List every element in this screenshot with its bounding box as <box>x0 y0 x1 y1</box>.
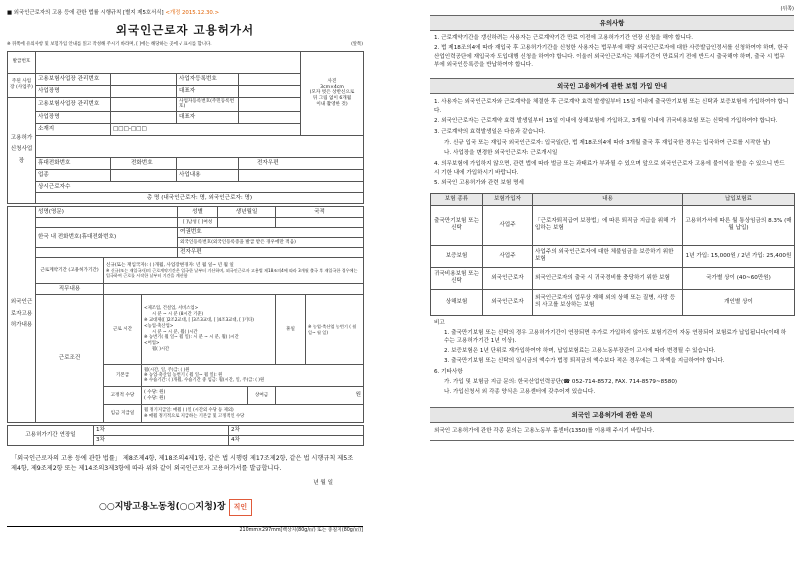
phone-label: 전화번호 <box>111 158 177 170</box>
page-side-back: (뒤쪽) <box>780 6 794 12</box>
conditions-label: 근로조건 <box>36 295 104 423</box>
contract-period-field[interactable]: 신규(또는 재입국자): ( )개월, 사업장변경자: 년 월 일~ 년 월 일 ※ 신규(또는 재입국자)의 근로계약기간은 입국한 날부터 기산하며, 외국인근로자 고용법 제18조의4에 따라 3개월 출국 후 재입국한 경우에는 입국하여 근로를 시작한 날부터 기간을 계산함 <box>104 258 364 284</box>
ins-mgmt-no-label: 고용보험사업장 관리번호 <box>36 73 111 85</box>
address-label: 소재지 <box>36 124 111 136</box>
dob-label: 생년월일 <box>218 207 276 218</box>
rep2-field[interactable] <box>239 112 301 124</box>
biz-reg-no2-label: 사업자등록번호(주민등록번호) <box>177 97 239 111</box>
form-note: ※ 뒤쪽에 유의사항 및 보험가입 안내를 읽고 작성해 주시기 바라며, [ ]에는 해당하는 곳에 √ 표시를 합니다. <box>7 42 212 48</box>
legal-text: 「외국인근로자의 고용 등에 관한 법률」 제8조제4항, 제18조의4제1항, 같은 법 시행령 제17조제2항, 같은 법 시행규칙 제5조제4항, 제9조제2항 또는 제14조의3제3항에 따라 위와 같이 외국인근로자 고용허가서를 발급합니다. <box>11 455 354 472</box>
pay-date-field[interactable]: 월 정기지급일: 매월 ( )일 (시간외 수당 등 제외) ※ 매월 정기적으로 지급하는 기본급 및 고정적인 수당 <box>142 405 364 423</box>
th-content: 내용 <box>533 193 683 205</box>
remarks: 비고 1. 출국만기보험 또는 신탁의 경우 고용허가기간이 연장되면 추가로 가입하지 않아도 보험기간이 자동 연장되어 보험료가 납입됩니다(이때 하수는 고용허가기간 1년 이상). 2. 보증보험은 1년 단위로 재가입하여야 하며, 납입보험료는 고용노동부장관이 고시에 따라 변경될 수 있습니다. 3. 출국만기보험 또는 신탁의 일시금의 액수가 법정 퇴직금의 액수보다 적은 경우에는 그 차액을 지급하여야 합니다. 6. 기타사항 가. 가입 및 보험금 지급 문의: 한국산업인력공단(☎ 052-714-8572, FAX. 714-8579~8580) 나. 가입신청서 외 각종 양식은 고용센터에 갖추어져 있습니다. <box>434 319 787 396</box>
workers-label: 상시근로자수 <box>36 182 364 193</box>
biz-name-field[interactable] <box>111 85 177 97</box>
main-office-label: 주된 사업장 (사업주) <box>8 73 36 97</box>
fixed-allow-field[interactable]: ( 수당: 원) ( 수당: 원) <box>142 387 248 405</box>
biz-name-label: 사업장명 <box>36 85 111 97</box>
sex-label: 성별 <box>178 207 218 218</box>
nationality-label: 국적 <box>276 207 364 218</box>
work-hours-field[interactable]: <제조업, 건설업, 서비스업> 시 분 ~ 시 분 (8시간 기준) ※ 교대제([ ]2조2교대, [ ]3조3교대, [ ]4조3교대, [ ]기타) <농업·축산업> 시 분 ~ 시 분, 월( )시간 ※ 농번기( 월 일~ 월 일): 시 분 ~ 시 분, 월( )시간 <어업> 월( )시간 <box>142 295 276 365</box>
fixed-allow-label: 고정적 수당 <box>104 387 142 405</box>
rep-field[interactable] <box>239 85 301 97</box>
th-fee: 납입보험료 <box>683 193 795 205</box>
contract-period-label: 근로계약기간 (고용허가기간) <box>36 258 104 284</box>
email-label: 전자우편 <box>239 158 364 170</box>
extension-2[interactable]: 2차 <box>229 426 364 436</box>
ins-mgmt-no-field[interactable] <box>111 73 177 85</box>
table-row: 보증보험 사업주 사업주의 외국인근로자에 대한 체불임금을 보증하기 위한 보험 1년 가입: 15,000원 / 2년 가입: 25,400원 <box>431 245 795 267</box>
inquiry-title: 외국인 고용허가에 관한 문의 <box>430 407 794 423</box>
paper-spec: 210mm×297mm[백상지(80g/㎡) 또는 중질지(80g/㎡)] <box>7 526 363 534</box>
cautions-title: 유의사항 <box>430 15 794 31</box>
worker-table <box>7 206 364 423</box>
form-title: 외국인근로자 고용허가서 <box>115 22 255 37</box>
base-pay-field[interactable]: 월(시간, 일, 주)급: ( )원 ※ 농업·축산업 농번기 ( 월 일~ 월 일): 원 ※ 수습기간: ( )개월, 수습기간 중 임금: 월(시간, 일, 주)급: ( )원 <box>142 365 364 387</box>
insurance-list: 1. 사용자는 외국인근로자와 근로계약을 체결한 후 근로계약 효력 발생일부터 15일 이내에 출국만기보험 또는 신탁과 보증보험에 가입하여야 합니다. 2. 외국인근로자는 근로계약 효력 발생일부터 15일 이내에 상해보험에 가입하고, 3개월 이내에 귀국비용보험 또는 신탁에 가입하여야 합니다. 3. 근로계약의 효력발생일은 다음과 같습니다. 가. 신규 입국 또는 재입국 외국인근로자: 입국일(단, 법 제18조의4에 따라 3개월 출국 후 재입국한 경우는 입국하여 근로를 시작한 날) 나. 사업장을 변경한 외국인근로자: 근로개시일 4. 의무보험에 가입하지 않으면, 관련 법에 따라 벌금 또는 과태료가 부과될 수 있으며 앞으로 외국인근로자 고용에 불이익을 받을 수 있으니 반드시 기한 내에 가입하시기 바랍니다. 5. 외국인 고용허가와 관련 보험 명세 <box>434 99 789 187</box>
job-type-field[interactable] <box>104 284 364 295</box>
address-blank[interactable] <box>36 136 364 158</box>
alien-reg-label: 외국인등록번호(외국인등록증을 발급 받은 경우에만 적음) <box>178 238 364 248</box>
name-en-field[interactable] <box>36 218 178 228</box>
name-en-label: 성명(영문) <box>36 207 178 218</box>
workers-value: 총 명 (내국인근로자: 명, 외국인근로자: 명) <box>36 193 364 204</box>
rep2-label: 대표자 <box>177 112 239 124</box>
rest-label: 휴일 <box>276 295 306 365</box>
kr-phone-label: 한국 내 전화번호(휴대전화번호) <box>36 228 178 248</box>
regulation-caption: ■ 외국인근로자의 고용 등에 관한 법률 시행규칙 [별지 제5호서식] <개정 2015.12.30.> <box>7 10 220 16</box>
extension-3[interactable]: 3차 <box>94 436 229 446</box>
issue-no-field[interactable] <box>36 51 301 73</box>
table-row: 출국만기보험 또는 신탁 사업주 「근로자퇴직급여 보장법」에 따른 퇴직금 지급을 위해 가입하는 보험 고용허가서에 따른 월 통상임금의 8.3% (매월 납입) <box>431 205 795 245</box>
work-hours-label: 근로 시간 <box>104 295 142 365</box>
th-who: 보험가입자 <box>483 193 533 205</box>
mobile-label: 휴대전화번호 <box>36 158 111 170</box>
biz-name2-field[interactable] <box>111 112 177 124</box>
table-row: 상해보험 외국인근로자 외국인근로자의 업무상 재해 외의 상해 또는 질병, 사망 등의 사고를 보상하는 보험 개인별 상이 <box>431 289 795 315</box>
issue-date: 년 월 일 <box>313 480 333 487</box>
photo-box: 사진 3cm×4cm (모자 벗은 상반신으로 뒤 그림 없이 6개월 이내 촬영한 것) <box>301 51 364 135</box>
rest-field[interactable]: ※ 농업·축산업 농번기 ( 월 일~ 월 일) <box>306 295 364 365</box>
biz-reg-no-label: 사업자등록번호 <box>177 73 239 85</box>
biz-name2-label: 사업장명 <box>36 112 111 124</box>
worker-email-label: 전자우편 <box>178 248 364 258</box>
inquiry-text: 외국인 고용허가에 관한 각종 문의는 고용노동부 홀센터(1350)를 이용해 주시기 바랍니다. <box>430 423 794 441</box>
pay-date-label: 임금 지급일 <box>104 405 142 423</box>
extension-1[interactable]: 1차 <box>94 426 229 436</box>
insurance-title: 외국인 고용허가에 관한 보험 가입 안내 <box>430 78 794 94</box>
table-row: 귀국비용보험 또는 신탁 외국인근로자 외국인근로자의 출국 시 귀국경비를 충당하기 위한 보험 국가별 상이 (40~60만원) <box>431 267 795 289</box>
th-kind: 보험 종류 <box>431 193 483 205</box>
extension-table <box>7 425 364 446</box>
address-field[interactable]: □□□-□□□ <box>111 124 301 136</box>
biz-reg-no2-field[interactable] <box>239 97 301 111</box>
ins-mgmt-no2-label: 고용보험사업장 관리번호 <box>36 97 111 111</box>
right-page <box>430 6 794 558</box>
left-page <box>7 10 363 560</box>
bonus-label: 상여금 <box>248 387 276 405</box>
worker-side-label: 외국인근로자고용허가내용 <box>8 207 36 423</box>
issue-no-label: 발급번호 <box>8 51 36 73</box>
employer-table <box>7 51 364 204</box>
official-seal: 직인 <box>229 499 253 516</box>
ins-mgmt-no2-field[interactable] <box>111 97 177 111</box>
biz-reg-no-field[interactable] <box>239 73 301 85</box>
rep-label: 대표자 <box>177 85 239 97</box>
job-type-label: 직무내용 <box>36 284 104 295</box>
base-pay-label: 기본급 <box>104 365 142 387</box>
extension-4[interactable]: 4차 <box>229 436 364 446</box>
passport-label: 여권번호 <box>178 228 364 238</box>
issuer-name: ○○지방고용노동청(○○지청)장 <box>99 502 226 513</box>
extension-label: 고용허가기간 연장일 <box>8 426 94 446</box>
page-side-front: (앞쪽) <box>351 42 363 48</box>
employer-side-label: 고용허가신청사업장 <box>8 97 36 203</box>
biz-content-label: 사업내용 <box>177 170 239 182</box>
industry-label: 업종 <box>36 170 111 182</box>
cautions-list: 1. 근로계약기간을 갱신하려는 사용자는 근로계약기간 만료 이전에 고용허가기간 연장 신청을 해야 합니다. 2. 법 제18조의4에 따라 재입국 후 고용허가기간을 신청한 사용자는 법무부에 해당 외국인근로자에 대한 사증발급인정서를 신청하여야 하며, 한국산업인력공단에 재입국자 도입대행 신청을 하여야 합니다. 이울러 외국인근로자는 체류기간이 만료되기 전에 반드시 출국해야 하며, 출국 시 법무부에 외국인등록증을 반납하여야 합니다. <box>434 35 789 69</box>
bonus-field[interactable]: 원 <box>276 387 364 405</box>
insurance-table <box>430 193 795 316</box>
sex-checkbox[interactable]: [ ]남성 [ ]여성 <box>178 218 218 228</box>
